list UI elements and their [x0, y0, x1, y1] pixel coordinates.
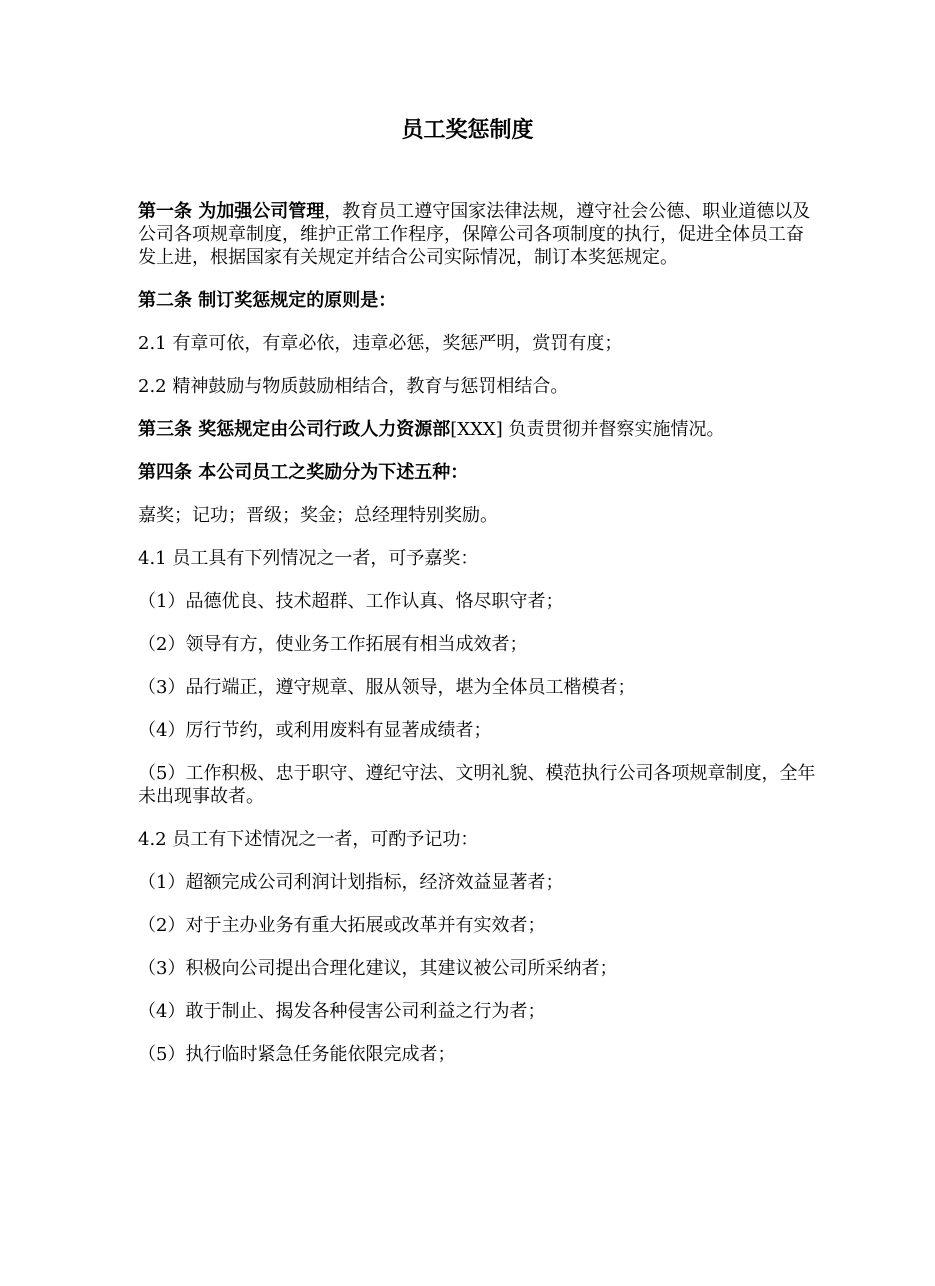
- paragraph: [138, 289, 818, 312]
- paragraph: [138, 719, 818, 742]
- paragraph-text: （1）超额完成公司利润计划指标，经济效益显著者；: [138, 872, 564, 893]
- paragraph: [138, 200, 818, 269]
- paragraph: [138, 828, 818, 851]
- paragraph-text: 嘉奖；记功；晋级；奖金；总经理特别奖励。: [138, 505, 498, 526]
- paragraph: [138, 762, 818, 808]
- article-heading: 第一条 为加强公司管理: [138, 201, 325, 222]
- paragraph: [138, 375, 818, 398]
- paragraph: [138, 914, 818, 937]
- paragraph: [138, 332, 818, 355]
- paragraph: [138, 676, 818, 699]
- paragraph: [138, 590, 818, 613]
- article-heading: 第二条 制订奖惩规定的原则是：: [138, 290, 397, 311]
- paragraph-text: [XXX] 负责贯彻并督察实施情况。: [450, 419, 725, 440]
- paragraph-text: 4.1 员工具有下列情况之一者，可予嘉奖：: [138, 548, 479, 569]
- paragraph: [138, 1000, 818, 1023]
- paragraph-text: （5）工作积极、忠于职守、遵纪守法、文明礼貌、模范执行公司各项规章制度，全年未出现事故者。: [138, 763, 816, 807]
- paragraph-text: （3）品行端正，遵守规章、服从领导，堪为全体员工楷模者；: [138, 677, 636, 698]
- paragraph: [138, 633, 818, 656]
- paragraph-text: 2.2 精神鼓励与物质鼓励相结合，教育与惩罚相结合。: [138, 376, 569, 397]
- document-title: 员工奖惩制度: [401, 118, 534, 143]
- paragraph-text: （4）厉行节约，或利用废料有显著成绩者；: [138, 720, 492, 741]
- paragraph-text: 2.1 有章可依，有章必依，违章必惩，奖惩严明，赏罚有度；: [138, 333, 623, 354]
- paragraph: [138, 1043, 818, 1066]
- paragraph-text: （3）积极向公司提出合理化建议，其建议被公司所采纳者；: [138, 958, 618, 979]
- paragraph: [138, 504, 818, 527]
- paragraph: [138, 957, 818, 980]
- paragraph-text: （5）执行临时紧急任务能依限完成者；: [138, 1044, 456, 1065]
- article-heading: 第三条 奖惩规定由公司行政人力资源部: [138, 419, 451, 440]
- paragraph-text: （4）敢于制止、揭发各种侵害公司利益之行为者；: [138, 1001, 546, 1022]
- paragraph: [138, 547, 818, 570]
- paragraph: [138, 871, 818, 894]
- paragraph-text: ，教育员工遵守国家法律法规，遵守社会公德、职业道德以及公司各项规章制度，维护正常工作程序，保障公司各项制度的执行，促进全体员工奋发上进，根据国家有关规定并结合公司实际情况，制订本奖惩规定。: [138, 201, 811, 268]
- article-heading: 第四条 本公司员工之奖励分为下述五种：: [138, 462, 469, 483]
- paragraph: [138, 418, 818, 441]
- paragraph-text: （2）领导有方，使业务工作拓展有相当成效者；: [138, 634, 528, 655]
- paragraph-text: （2）对于主办业务有重大拓展或改革并有实效者；: [138, 915, 546, 936]
- paragraph-text: 4.2 员工有下述情况之一者，可酌予记功：: [138, 829, 479, 850]
- paragraph-text: （1）品德优良、技术超群、工作认真、恪尽职守者；: [138, 591, 564, 612]
- document-body: [138, 200, 818, 1086]
- paragraph: [138, 461, 818, 484]
